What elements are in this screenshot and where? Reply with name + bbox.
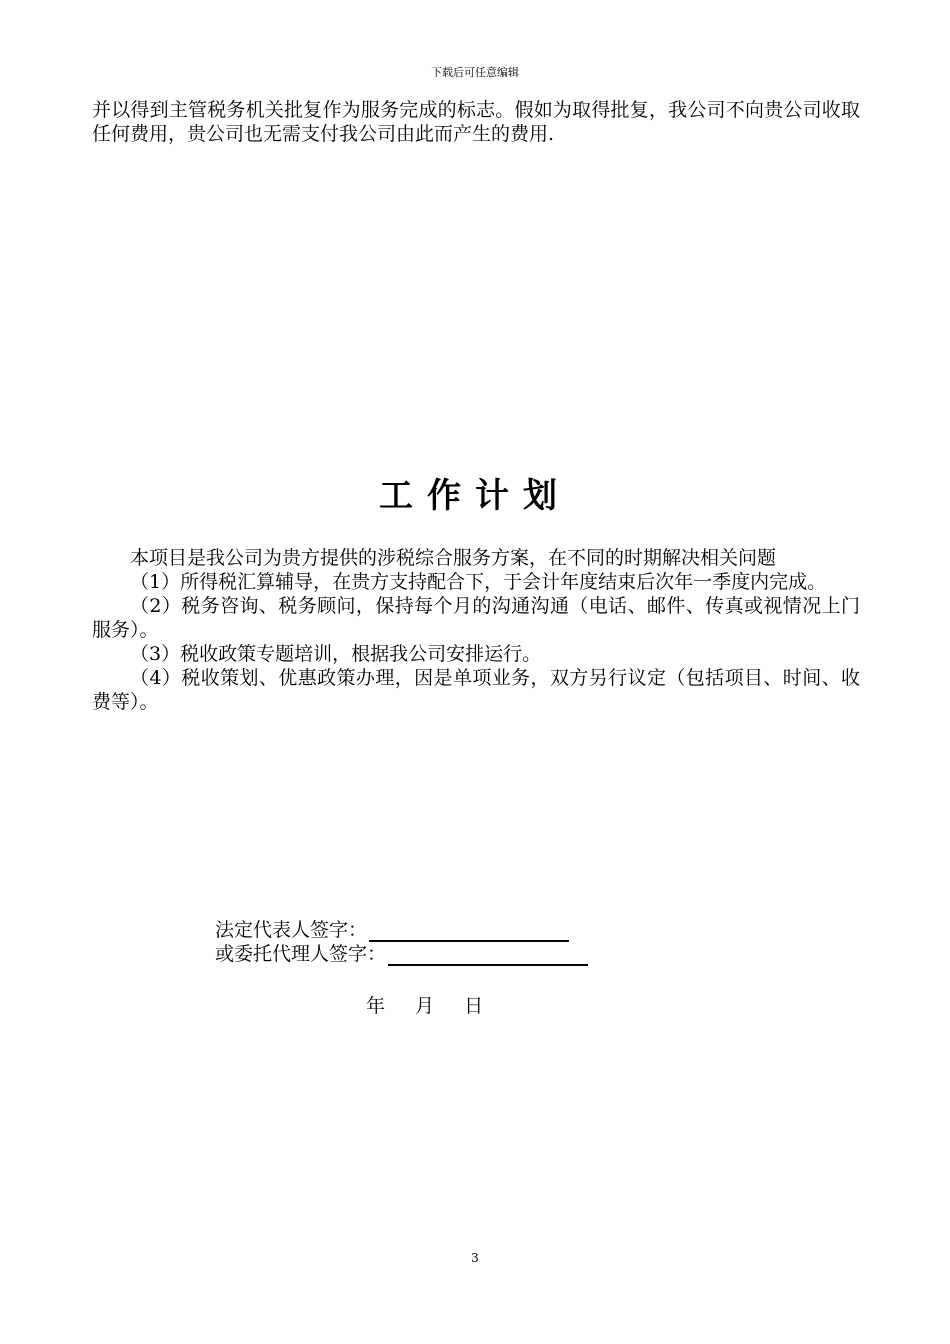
plan-item-3: （3）税收政策专题培训，根据我公司安排运行。 [130,643,542,665]
date-line [366,994,507,1018]
section-title: 工作计划 [379,476,571,516]
legal-rep-signature-field[interactable] [369,922,569,942]
agent-signature-field[interactable] [388,946,588,966]
legal-rep-label: 法定代表人签字： [215,919,368,941]
signature-block [215,918,588,966]
date-year: 年 [366,995,386,1017]
header-note: 下载后可任意编辑 [431,66,519,79]
plan-item-2: （2）税务咨询、税务顾问，保持每个月的沟通沟通（电话、邮件、传真或视情况上门服务）。 [92,595,860,641]
intro-paragraph: 并以得到主管税务机关批复作为服务完成的标志。假如为取得批复，我公司不向贵公司收取任何费用，贵公司也无需支付我公司由此而产生的费用. [92,99,860,145]
work-plan-body [92,546,860,714]
plan-item-4: （4）税收策划、优惠政策办理，因是单项业务，双方另行议定（包括项目、时间、收费等）。 [92,667,860,713]
lead-paragraph: 本项目是我公司为贵方提供的涉税综合服务方案，在不同的时期解决相关问题 [130,547,777,569]
date-day: 日 [464,995,484,1017]
legal-rep-signature-line [215,918,588,942]
date-month: 月 [415,995,435,1017]
plan-item-1: （1）所得税汇算辅导，在贵方支持配合下，于会计年度结束后次年一季度内完成。 [130,571,827,593]
agent-signature-line [215,942,588,966]
page-number: 3 [471,1251,479,1265]
agent-label: 或委托代理人签字： [215,943,387,965]
